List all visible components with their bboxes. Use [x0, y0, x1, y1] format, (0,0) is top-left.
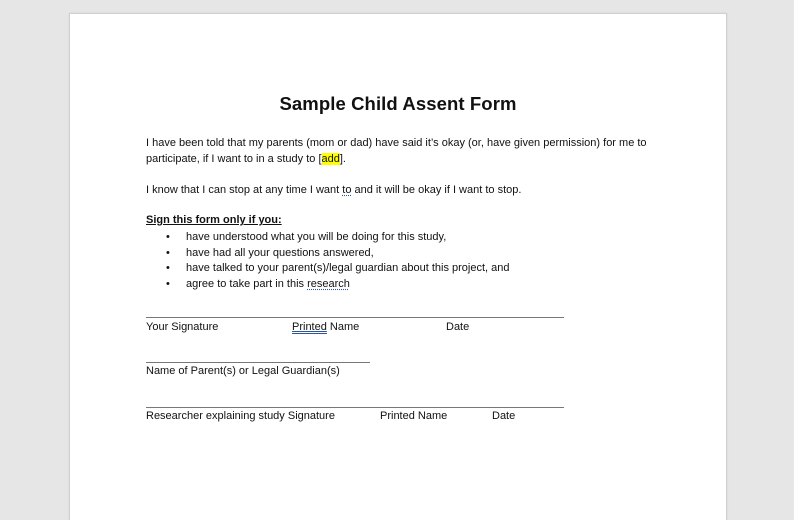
- signature-line-1: [146, 317, 564, 318]
- printed-word[interactable]: Printed: [292, 321, 327, 333]
- parent-label: Name of Parent(s) or Legal Guardian(s): [146, 365, 340, 377]
- name-word: Name: [326, 321, 360, 333]
- stop-text-after: and it will be okay if I want to stop.: [351, 184, 522, 196]
- signature-line-2: [146, 407, 564, 408]
- permission-text: I have been told that my parents (mom or dad) have said it’s okay (or, have given permission) for me to participate, if I want to in a study to: [146, 137, 647, 165]
- bracket-open: [: [318, 153, 322, 165]
- proofing-flag-to[interactable]: to: [342, 184, 352, 196]
- date-label-2: Date: [492, 410, 516, 422]
- list-item: • have understood what you will be doing for this study,: [146, 230, 509, 246]
- date-label-1: Date: [446, 321, 470, 333]
- list-item: • have had all your questions answered,: [146, 246, 509, 262]
- parent-line: [146, 362, 370, 363]
- researcher-signature-label: Researcher explaining study Signature: [146, 410, 335, 422]
- proofing-flag-research[interactable]: research: [307, 277, 350, 290]
- bracket-close: ].: [339, 153, 346, 165]
- stop-paragraph: [146, 182, 521, 198]
- printed-name-label-2: Printed Name: [380, 410, 448, 422]
- stop-text-before: I know that I can stop at any time I want: [146, 184, 343, 196]
- last-condition-text: agree to take part in this: [186, 277, 308, 290]
- document-title: Sample Child Assent Form: [279, 93, 517, 114]
- conditions-list: [146, 230, 509, 292]
- your-signature-label: Your Signature: [146, 321, 219, 333]
- permission-paragraph: [146, 135, 666, 167]
- printed-name-label: [292, 321, 359, 333]
- document-page: [69, 13, 727, 520]
- list-item: [146, 277, 509, 293]
- list-item: • have talked to your parent(s)/legal guardian about this project, and: [146, 261, 509, 277]
- sign-heading: Sign this form only if you:: [146, 214, 282, 226]
- highlighted-placeholder[interactable]: add: [321, 153, 340, 165]
